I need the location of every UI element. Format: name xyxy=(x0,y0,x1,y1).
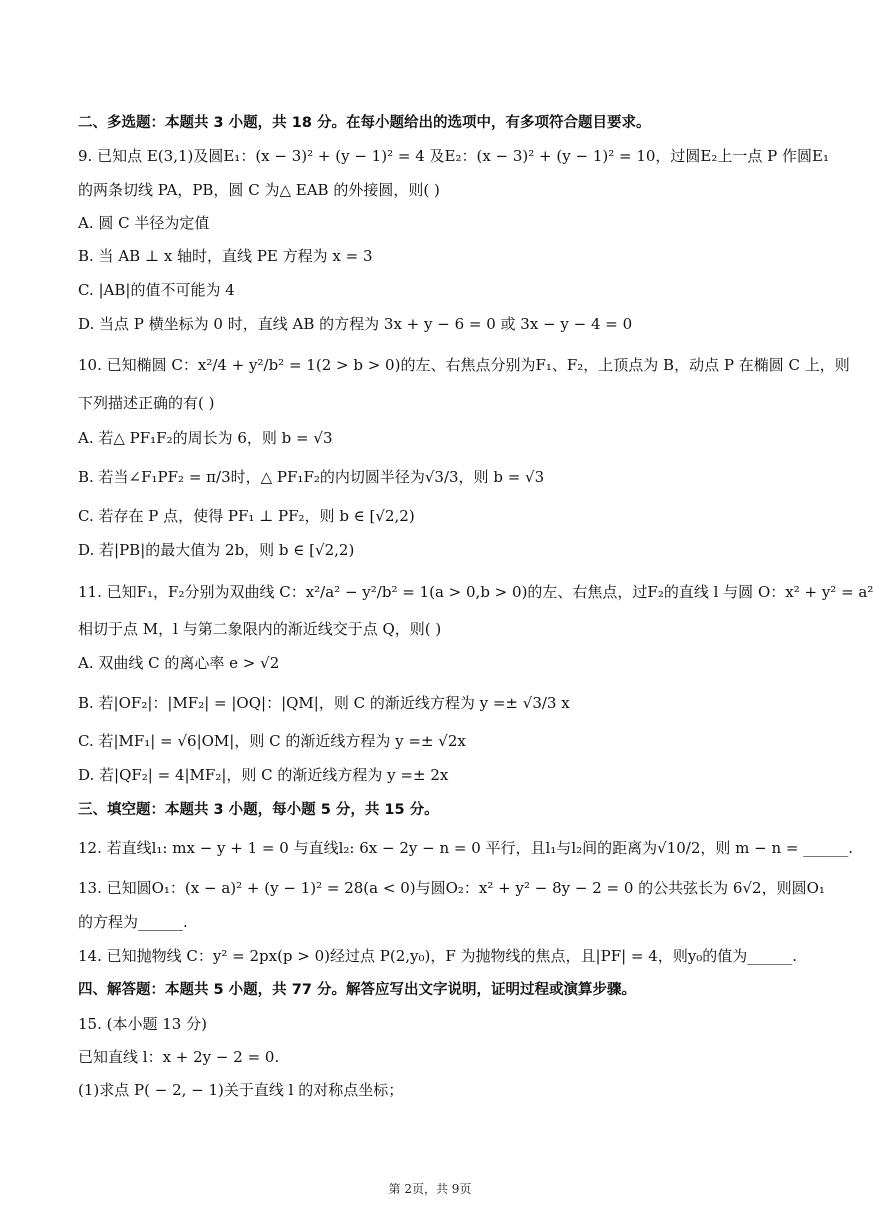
q10-option-c: C. 若存在 P 点，使得 PF₁ ⊥ PF₂，则 b ∈ [√2,2) xyxy=(78,507,415,525)
q9-option-c: C. |AB|的值不可能为 4 xyxy=(78,281,235,299)
q14-stem: 14. 已知抛物线 C：y² = 2px(p > 0)经过点 P(2,y₀)，F 为抛物线的焦点，且|PF| = 4，则y₀的值为______. xyxy=(78,947,798,965)
section-heading-fill-blank: 三、填空题：本题共 3 小题，每小题 5 分，共 15 分。 xyxy=(78,802,439,818)
q9-option-b: B. 当 AB ⊥ x 轴时，直线 PE 方程为 x = 3 xyxy=(78,247,373,265)
q15-part1: (1)求点 P( − 2, − 1)关于直线 l 的对称点坐标； xyxy=(78,1081,404,1099)
q15-stem: 已知直线 l：x + 2y − 2 = 0. xyxy=(78,1048,280,1066)
q10-option-d: D. 若|PB|的最大值为 2b，则 b ∈ [√2,2) xyxy=(78,541,355,559)
q10-stem-line1: 10. 已知椭圆 C：x²/4 + y²/b² = 1(2 > b > 0)的左、右焦点分别为F₁、F₂，上顶点为 B，动点 P 在椭圆 C 上，则 xyxy=(78,356,850,374)
q9-option-d: D. 当点 P 横坐标为 0 时，直线 AB 的方程为 3x + y − 6 = 0 或 3x − y − 4 = 0 xyxy=(78,315,633,333)
q11-option-c: C. 若|MF₁| = √6|OM|，则 C 的渐近线方程为 y =± √2x xyxy=(78,732,466,750)
q9-stem-line1: 9. 已知点 E(3,1)及圆E₁：(x − 3)² + (y − 1)² = 4 及E₂：(x − 3)² + (y − 1)² = 10，过圆E₂上一点 P 作圆E₁ xyxy=(78,147,829,165)
section-heading-multiple-choice: 二、多选题：本题共 3 小题，共 18 分。在每小题给出的选项中，有多项符合题目要求。 xyxy=(78,115,651,131)
q13-stem-line1: 13. 已知圆O₁：(x − a)² + (y − 1)² = 28(a < 0)与圆O₂：x² + y² − 8y − 2 = 0 的公共弦长为 6√2，则圆O₁ xyxy=(78,879,825,897)
q12-stem: 12. 若直线l₁: mx − y + 1 = 0 与直线l₂: 6x − 2y − n = 0 平行，且l₁与l₂间的距离为√10/2，则 m − n = ______. xyxy=(78,839,854,857)
section-heading-solution: 四、解答题：本题共 5 小题，共 77 分。解答应写出文字说明，证明过程或演算步骤。 xyxy=(78,982,636,998)
q11-option-b: B. 若|OF₂|：|MF₂| = |OQ|：|QM|，则 C 的渐近线方程为 y =± √3/3 x xyxy=(78,694,570,712)
q13-stem-line2: 的方程为______. xyxy=(78,913,188,931)
q15-title: 15. (本小题 13 分) xyxy=(78,1015,207,1033)
page-footer: 第 2页，共 9页 xyxy=(388,1182,472,1196)
q10-option-a: A. 若△ PF₁F₂的周长为 6，则 b = √3 xyxy=(78,429,333,447)
q10-stem-line2: 下列描述正确的有( ) xyxy=(78,394,215,412)
q11-stem-line1: 11. 已知F₁，F₂分别为双曲线 C：x²/a² − y²/b² = 1(a > 0,b > 0)的左、右焦点，过F₂的直线 l 与圆 O：x² + y² = a² xyxy=(78,583,873,601)
q9-option-a: A. 圆 C 半径为定值 xyxy=(78,214,210,232)
q11-stem-line2: 相切于点 M，l 与第二象限内的渐近线交于点 Q，则( ) xyxy=(78,620,442,638)
q11-option-d: D. 若|QF₂| = 4|MF₂|，则 C 的渐近线方程为 y =± 2x xyxy=(78,766,449,784)
q10-option-b: B. 若当∠F₁PF₂ = π/3时，△ PF₁F₂的内切圆半径为√3/3，则 b = √3 xyxy=(78,468,545,486)
q11-option-a: A. 双曲线 C 的离心率 e > √2 xyxy=(78,654,280,672)
q9-stem-line2: 的两条切线 PA，PB，圆 C 为△ EAB 的外接圆，则( ) xyxy=(78,181,440,199)
